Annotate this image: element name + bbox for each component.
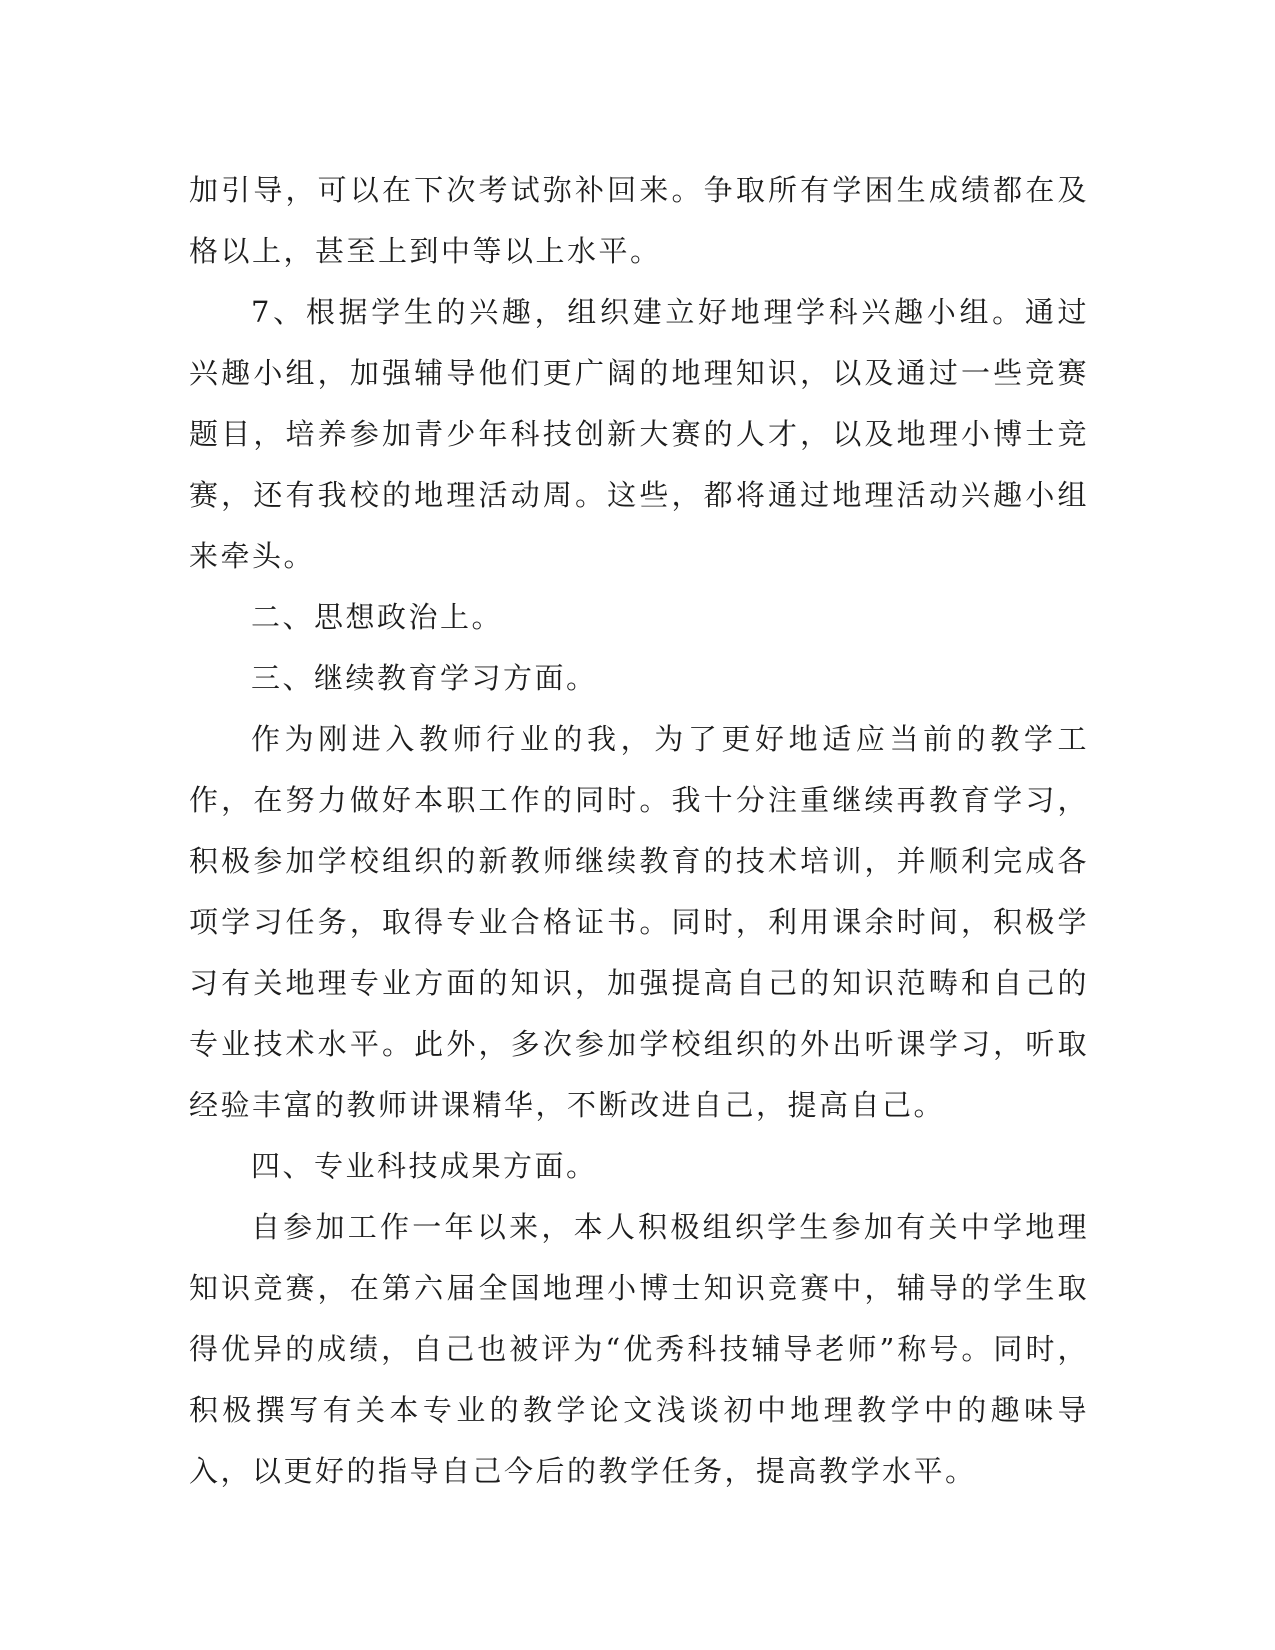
section-heading-2: 二、思想政治上。 bbox=[251, 600, 504, 634]
section-heading-4: 四、专业科技成果方面。 bbox=[251, 1149, 598, 1183]
paragraph-achievements: 自参加工作一年以来，本人积极组织学生参加有关中学地理知识竞赛，在第六届全国地理小博士知识竞赛中，辅导的学生取得优异的成绩，自己也被评为“优秀科技辅导老师”称号。同时，积极撰写有关本专业的教学论文浅谈初中地理教学中的趣味导入，以更好的指导自己今后的教学任务，提高教学水平。 bbox=[189, 1210, 1089, 1488]
paragraph-continuing-education: 作为刚进入教师行业的我，为了更好地适应当前的教学工作，在努力做好本职工作的同时。我十分注重继续再教育学习，积极参加学校组织的新教师继续教育的技术培训，并顺利完成各项学习任务，取得专业合格证书。同时，利用课余时间，积极学习有关地理专业方面的知识，加强提高自己的知识范畴和自己的专业技术水平。此外，多次参加学校组织的外出听课学习，听取经验丰富的教师讲课精华，不断改进自己，提高自己。 bbox=[189, 722, 1089, 1122]
paragraph-item-7: 7、根据学生的兴趣，组织建立好地理学科兴趣小组。通过兴趣小组，加强辅导他们更广阔的地理知识，以及通过一些竞赛题目，培养参加青少年科技创新大赛的人才，以及地理小博士竞赛，还有我校的地理活动周。这些，都将通过地理活动兴趣小组来牵头。 bbox=[189, 295, 1089, 573]
section-heading-3: 三、继续教育学习方面。 bbox=[251, 661, 598, 695]
paragraph-continuation: 加引导，可以在下次考试弥补回来。争取所有学困生成绩都在及格以上，甚至上到中等以上水平。 bbox=[189, 173, 1089, 268]
document-body bbox=[189, 160, 1089, 1502]
